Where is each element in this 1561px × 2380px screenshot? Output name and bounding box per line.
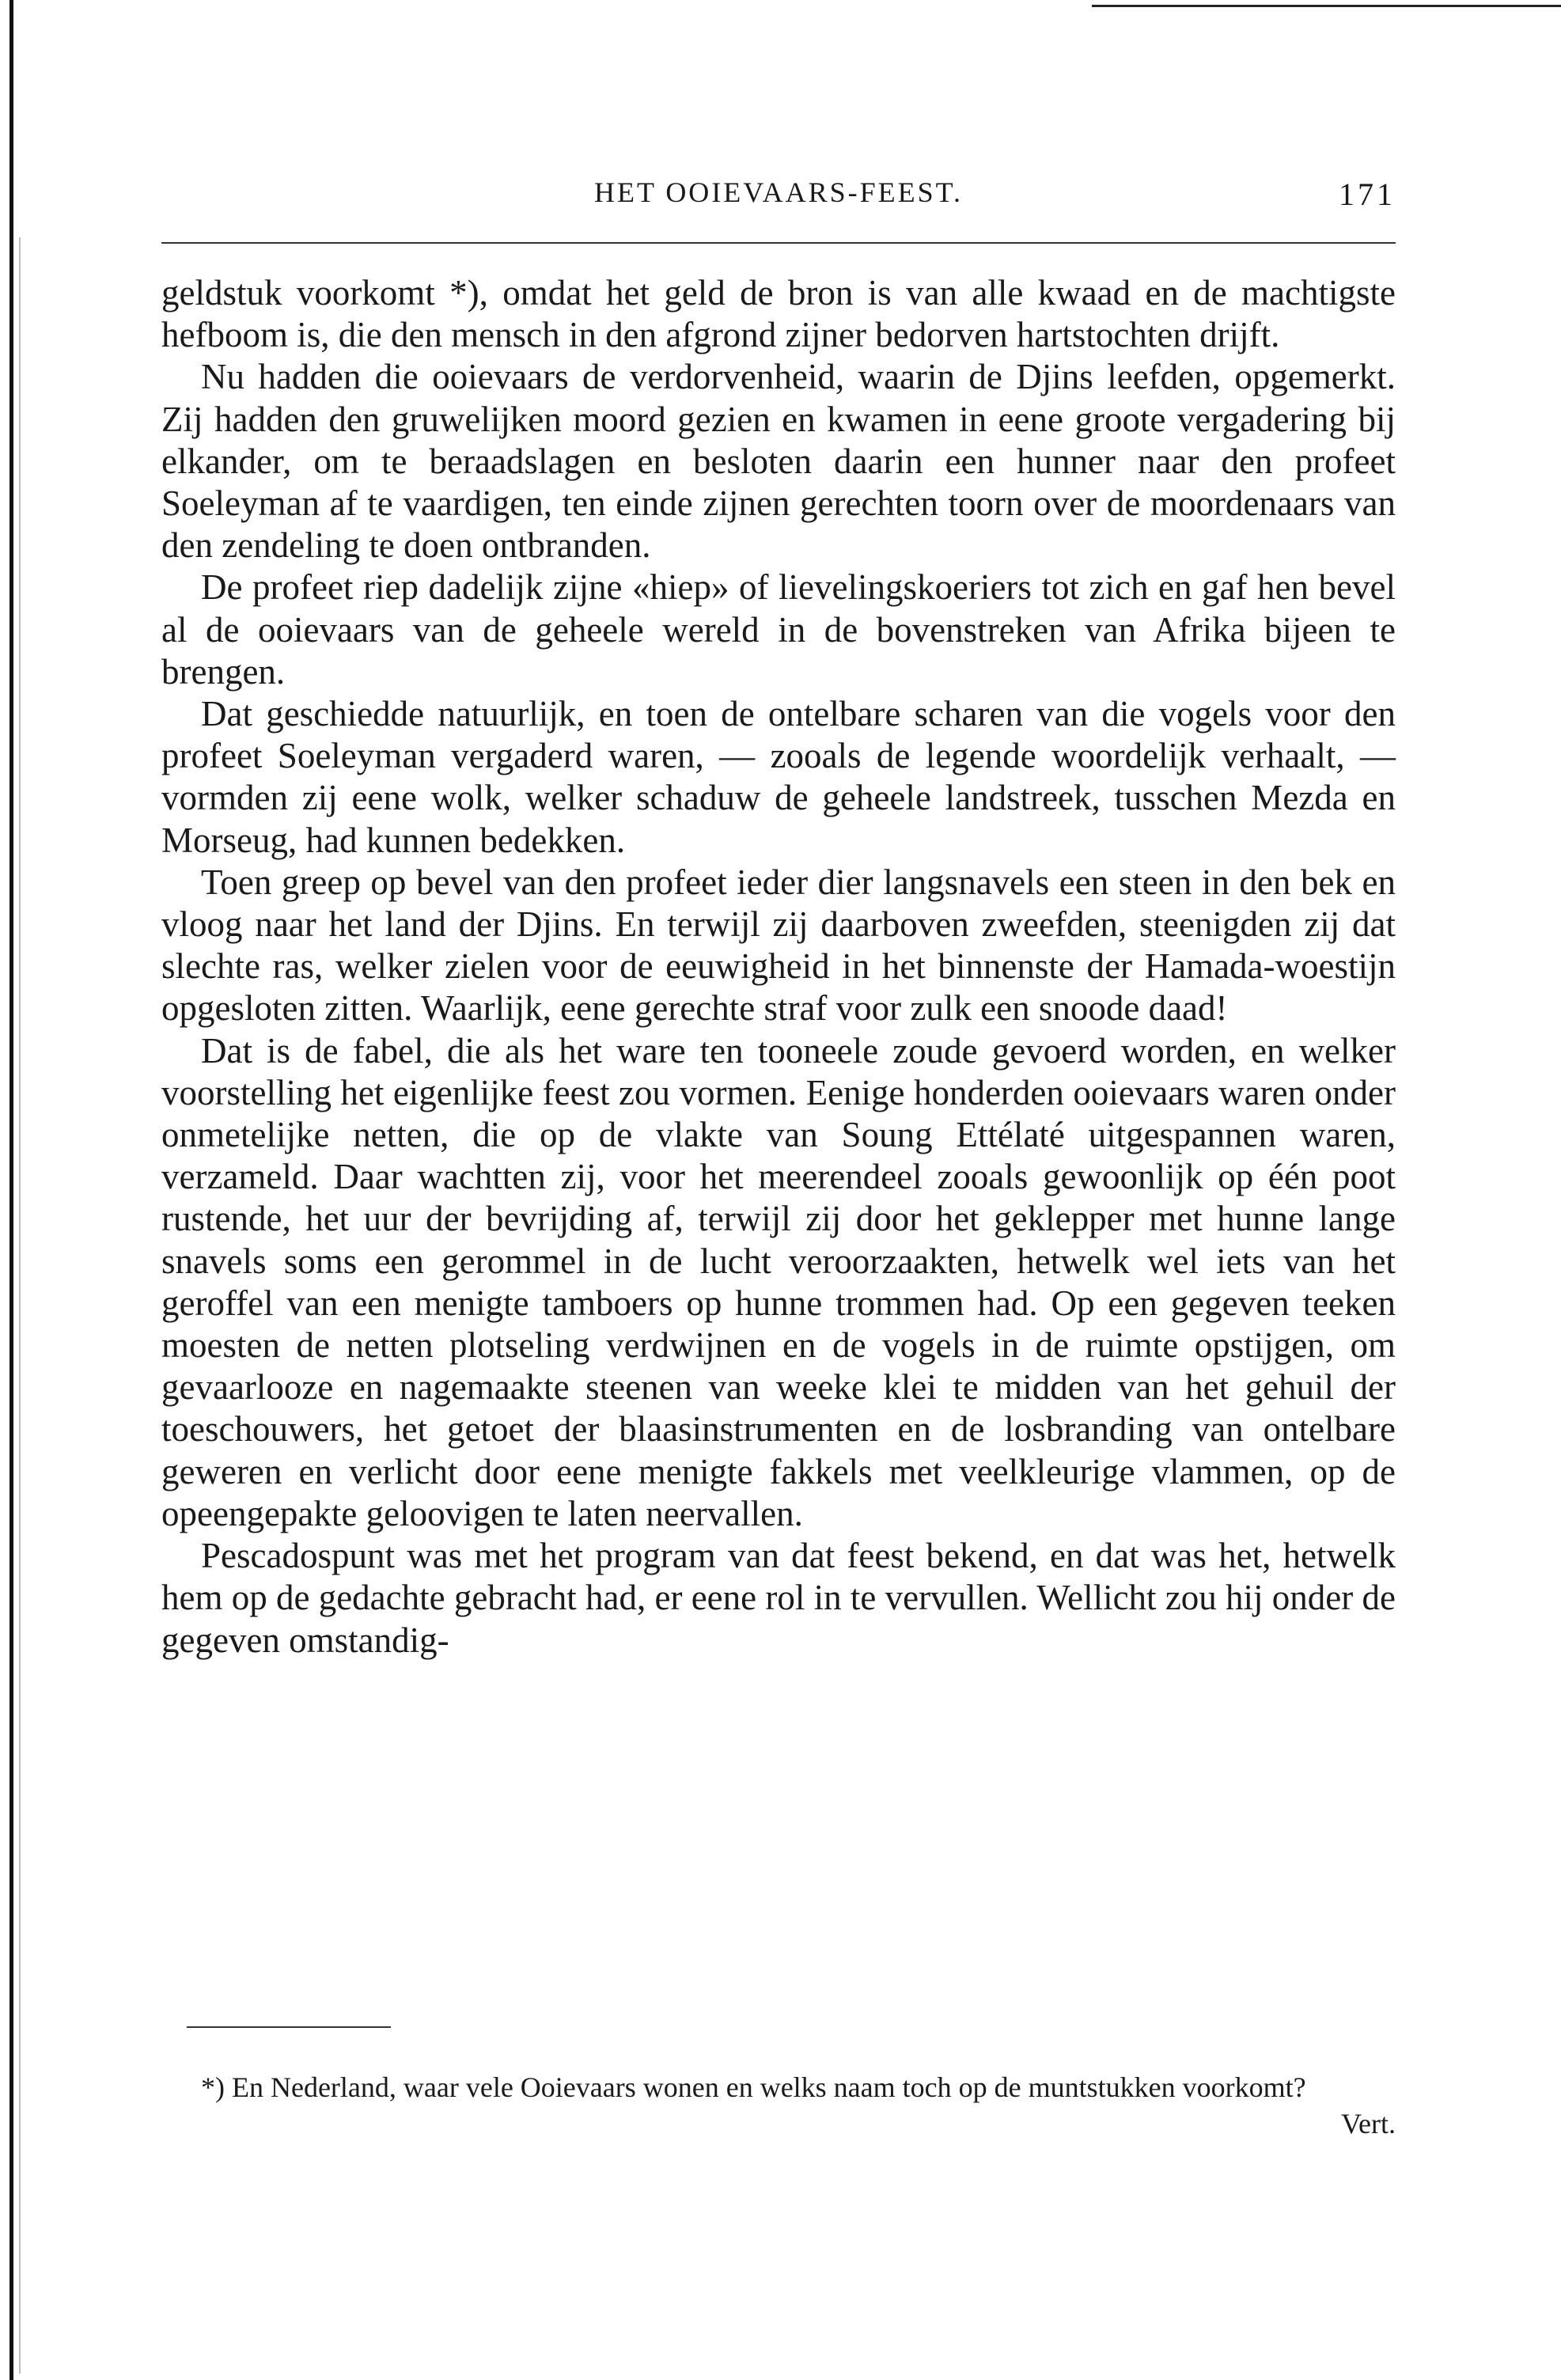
footnote xyxy=(161,2069,1396,2142)
paragraph-continued: geldstuk voorkomt *), omdat het geld de bron is van alle kwaad en de machtigste hefboom is, die den mensch in den afgrond zijner bedorven hartstochten drijft. xyxy=(161,273,1396,355)
header-rule xyxy=(161,242,1396,244)
footnote-signature: Vert. xyxy=(1341,2108,1396,2139)
paragraph: De profeet riep dadelijk zijne «hiep» of lievelingskoeriers tot zich en gaf hen bevel al de ooievaars van de geheele wereld in de bovenstreken van Afrika bijeen te brengen. xyxy=(161,567,1396,692)
footnote-rule xyxy=(187,2026,391,2028)
scan-edge-line xyxy=(9,0,13,2380)
body-text xyxy=(161,272,1396,1662)
page-number: 171 xyxy=(1339,176,1396,212)
page-header xyxy=(161,176,1396,220)
scan-top-rule xyxy=(1092,5,1561,7)
paragraph: Toen greep op bevel van den profeet ieder dier langsnavels een steen in den bek en vloog naar het land der Djins. En terwijl zij daarboven zweefden, steenigden zij dat slechte ras, welker zielen voor de eeuwigheid in het binnenste der Hamada-woestijn opgesloten zitten. Waarlijk, eene gerechte straf voor zulk een snoode daad! xyxy=(161,862,1396,1029)
paragraph: Nu hadden die ooievaars de verdorvenheid, waarin de Djins leefden, opgemerkt. Zij hadden den gruwelijken moord gezien en kwamen in eene groote vergadering bij elkander, om te beraadslagen en besloten daarin een hunner naar den profeet Soeleyman af te vaardigen, ten einde zijnen gerechten toorn over de moordenaars van den zendeling te doen ontbranden. xyxy=(161,357,1396,566)
paragraph: Pescadospunt was met het program van dat feest bekend, en dat was het, hetwelk hem op de gedachte gebracht had, er eene rol in te vervullen. Wellicht zou hij onder de gegeven omstandig- xyxy=(161,1536,1396,1660)
scan-edge-shadow xyxy=(19,237,21,2374)
paragraph: Dat is de fabel, die als het ware ten tooneele zoude gevoerd worden, en welker voorstelling het eigenlijke feest zou vormen. Eenige honderden ooievaars waren onder onmetelijke netten, die op de vlakte van Soung Ettélaté uitgespannen waren, verzameld. Daar wachtten zij, voor het meerendeel zooals gewoonlijk op één poot rustende, het uur der bevrijding af, terwijl zij door het geklepper met hunne lange snavels soms een gerommel in de lucht veroorzaakten, hetwelk wel iets van het geroffel van een menigte tamboers op hunne trommen had. Op een gegeven teeken moesten de netten plotseling verdwijnen en de vogels in de ruimte opstijgen, om gevaarlooze en nagemaakte steenen van weeke klei te midden van het gehuil der toeschouwers, het getoet der blaasinstrumenten en de losbranding van ontelbare geweren en verlicht door eene menigte fakkels met veelkleurige vlammen, op de opeengepakte geloovigen te laten neervallen. xyxy=(161,1030,1396,1533)
running-title: HET OOIEVAARS-FEEST. xyxy=(593,176,964,208)
footnote-text: *) En Nederland, waar vele Ooievaars wonen en welks naam toch op de muntstukken voorkomt? xyxy=(201,2071,1306,2103)
paragraph: Dat geschiedde natuurlijk, en toen de ontelbare scharen van die vogels voor den profeet Soeleyman vergaderd waren, — zooals de legende woordelijk verhaalt, — vormden zij eene wolk, welker schaduw de geheele landstreek, tusschen Mezda en Morseug, had kunnen bedekken. xyxy=(161,694,1396,860)
